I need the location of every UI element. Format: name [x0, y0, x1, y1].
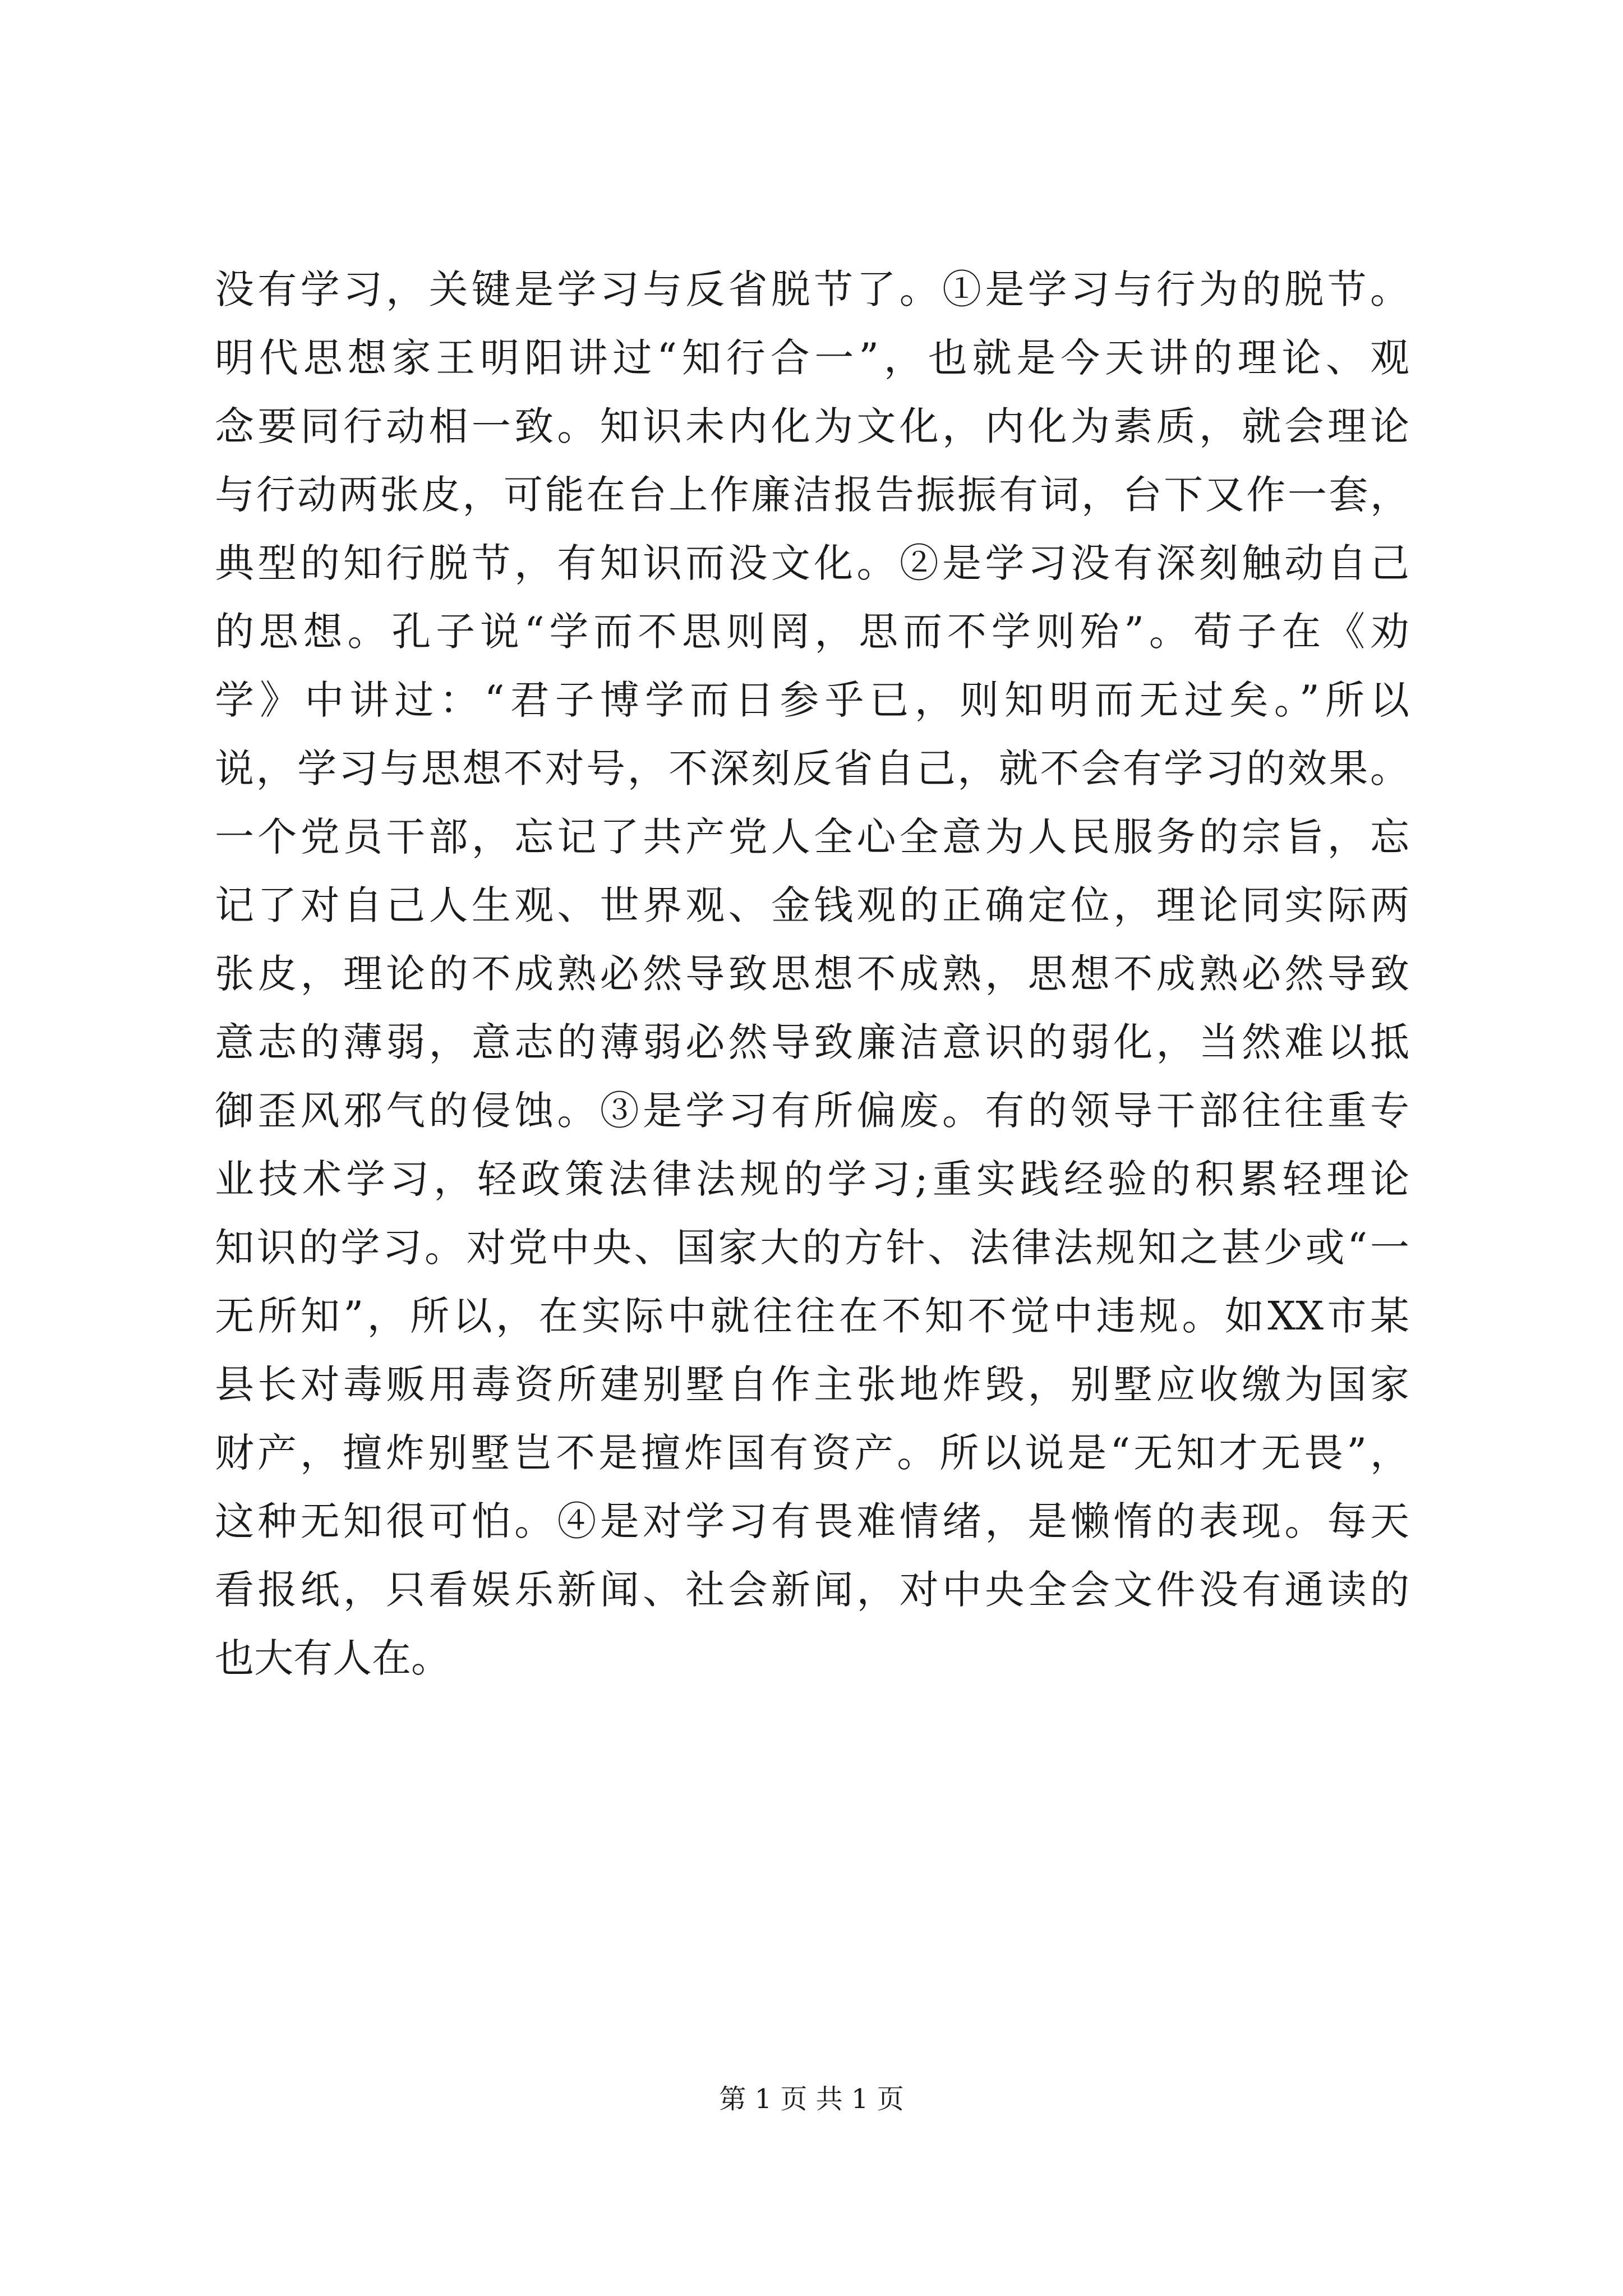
text-line: 看报纸，只看娱乐新闻、社会新闻，对中央全会文件没有通读的 [215, 1567, 1409, 1613]
text-line: 意志的薄弱，意志的薄弱必然导致廉洁意识的弱化，当然难以抵 [215, 1019, 1409, 1065]
text-line: 说，学习与思想不对号，不深刻反省自己，就不会有学习的效果。 [215, 746, 1409, 792]
page-number-footer: 第 1 页 共 1 页 [719, 2083, 904, 2115]
text-line: 知识的学习。对党中央、国家大的方针、法律法规知之甚少或“一 [215, 1225, 1409, 1271]
text-line: 的思想。孔子说“学而不思则罔，思而不学则殆”。荀子在《劝 [215, 609, 1409, 655]
text-line: 念要同行动相一致。知识未内化为文化，内化为素质，就会理论 [215, 403, 1409, 449]
text-line: 明代思想家王明阳讲过“知行合一”，也就是今天讲的理论、观 [215, 335, 1409, 381]
text-line: 张皮，理论的不成熟必然导致思想不成熟，思想不成熟必然导致 [215, 951, 1409, 997]
text-line: 御歪风邪气的侵蚀。③是学习有所偏废。有的领导干部往往重专 [215, 1088, 1409, 1134]
text-line: 也大有人在。 [215, 1635, 450, 1681]
text-line: 财产，擅炸别墅岂不是擅炸国有资产。所以说是“无知才无畏”， [215, 1430, 1409, 1476]
body-paragraph [215, 255, 1409, 1692]
text-line: 典型的知行脱节，有知识而没文化。②是学习没有深刻触动自己 [215, 540, 1409, 586]
text-line: 没有学习，关键是学习与反省脱节了。①是学习与行为的脱节。 [215, 266, 1409, 312]
text-line: 学》中讲过：“君子博学而日参乎已，则知明而无过矣。”所以 [215, 677, 1409, 723]
text-line: 无所知”，所以，在实际中就往往在不知不觉中违规。如XX市某 [215, 1293, 1409, 1339]
text-line: 与行动两张皮，可能在台上作廉洁报告振振有词，台下又作一套， [215, 472, 1409, 518]
text-line: 县长对毒贩用毒资所建别墅自作主张地炸毁，别墅应收缴为国家 [215, 1361, 1409, 1407]
text-line: 记了对自己人生观、世界观、金钱观的正确定位，理论同实际两 [215, 882, 1409, 928]
text-line: 一个党员干部，忘记了共产党人全心全意为人民服务的宗旨，忘 [215, 814, 1409, 860]
text-line: 业技术学习，轻政策法律法规的学习;重实践经验的积累轻理论 [215, 1156, 1409, 1202]
text-line: 这种无知很可怕。④是对学习有畏难情绪，是懒惰的表现。每天 [215, 1498, 1409, 1544]
